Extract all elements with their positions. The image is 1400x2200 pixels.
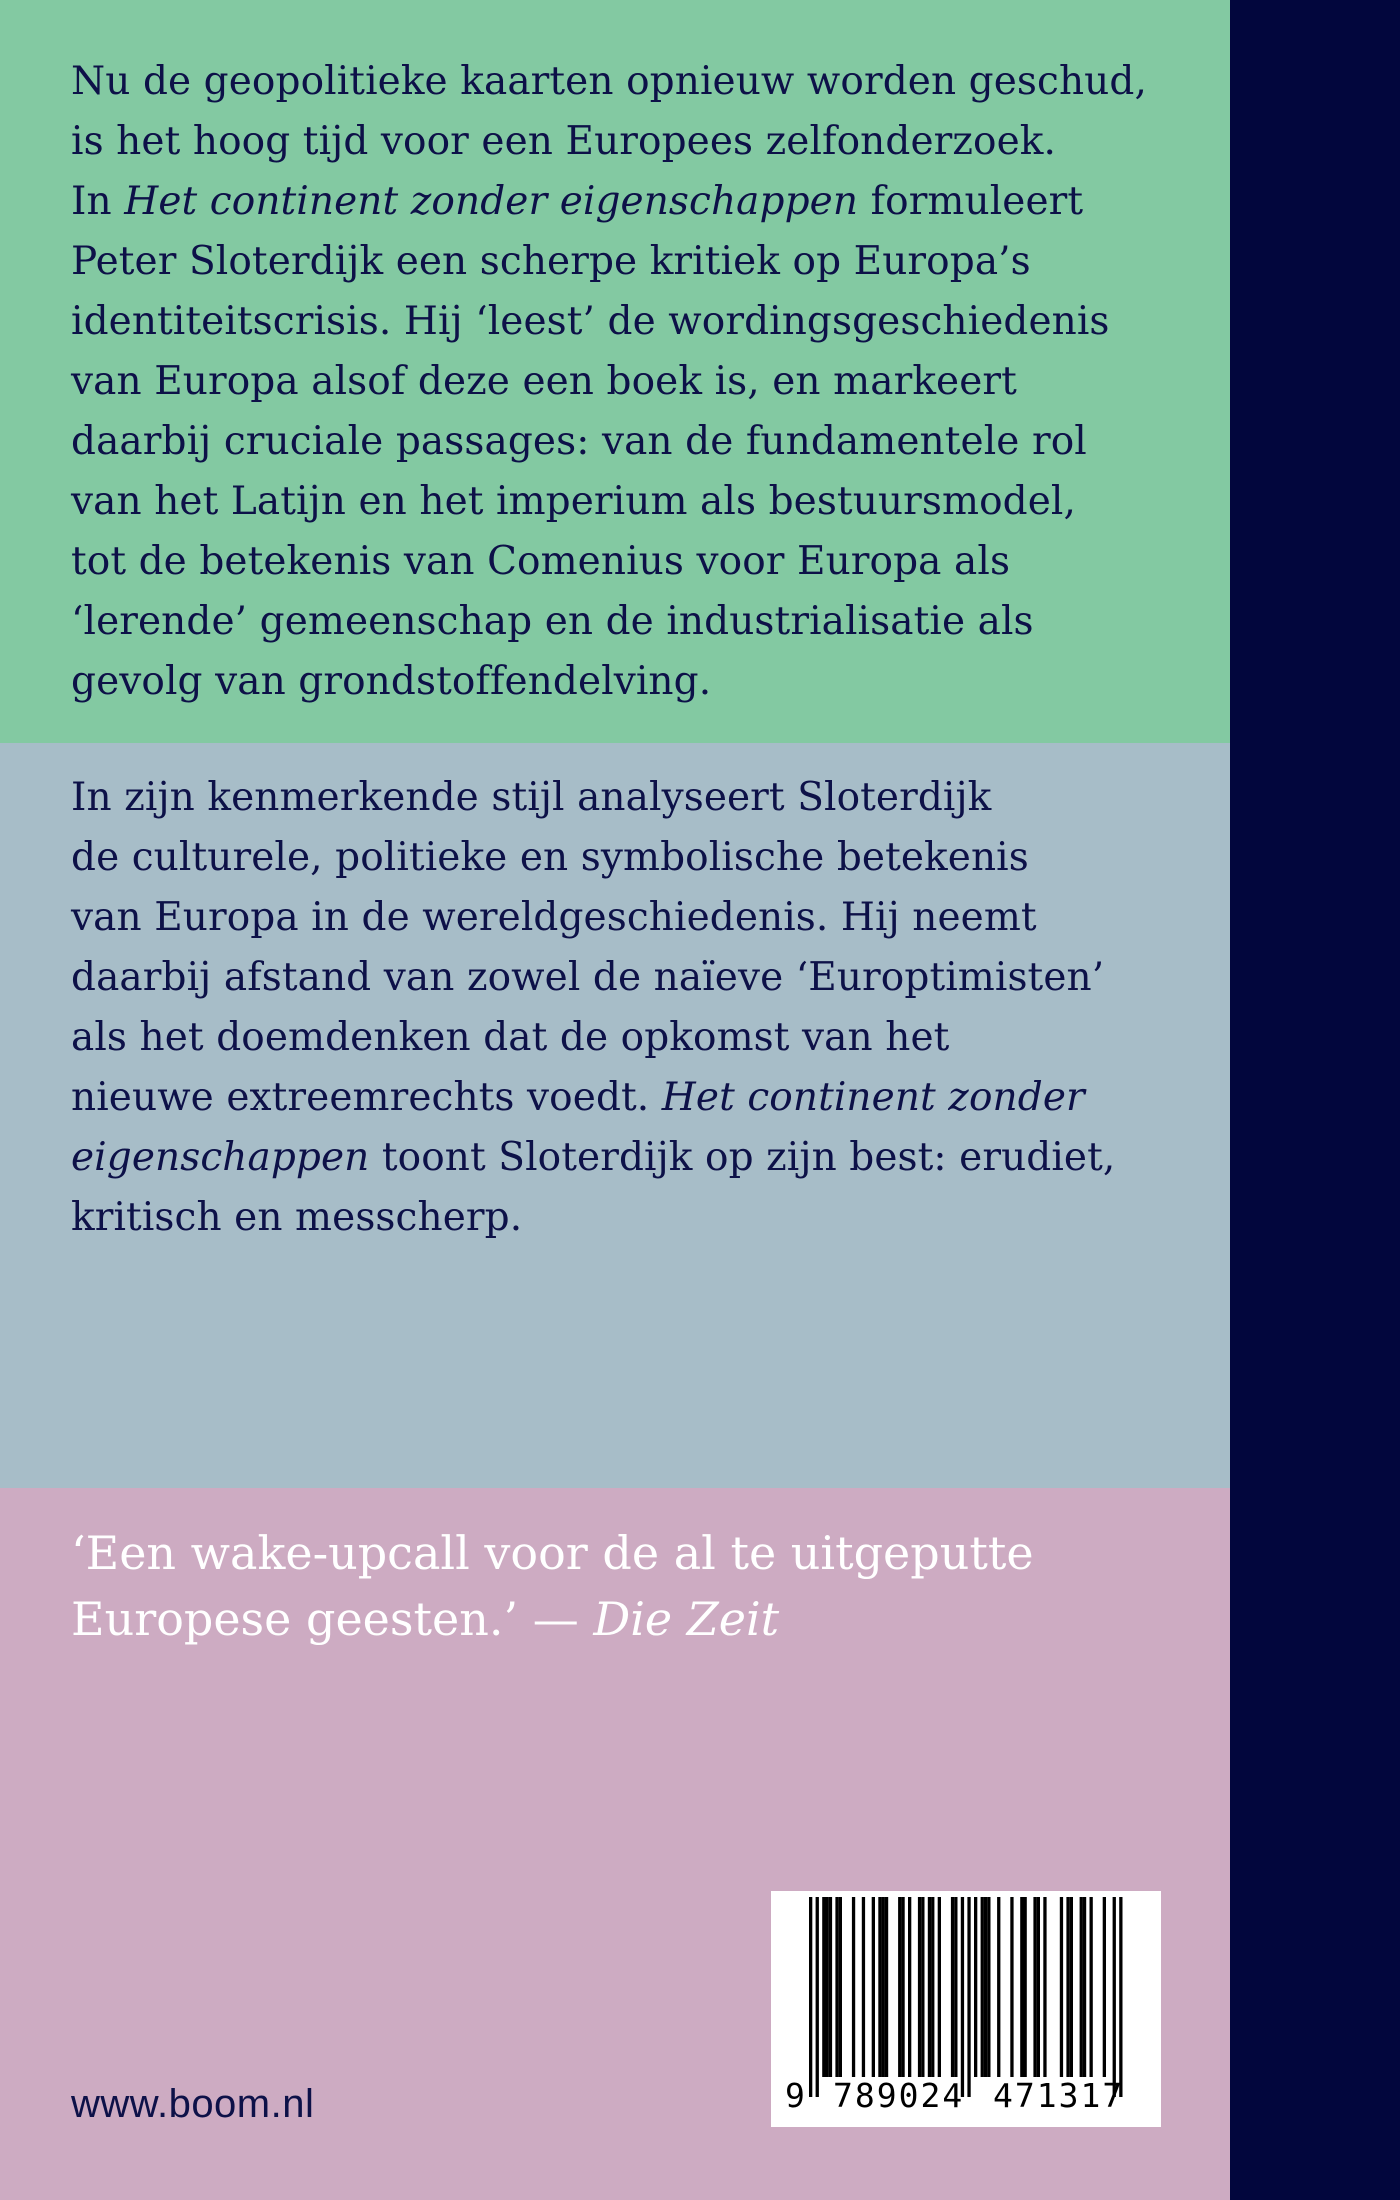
book-spine-edge	[1230, 0, 1400, 2200]
barcode-bar	[1119, 1897, 1122, 2097]
blurb-line: van Europa alsof deze een boek is, en markeert	[71, 359, 1017, 404]
blurb-line: de culturele, politieke en symbolische betekenis	[71, 835, 1029, 880]
barcode-bar	[898, 1897, 901, 2077]
blurb-line: als het doemdenken dat de opkomst van het	[71, 1015, 950, 1060]
press-quote	[71, 1520, 1201, 1652]
barcode-bar	[901, 1897, 904, 2077]
barcode-bar	[872, 1897, 875, 2077]
barcode-bar	[961, 1897, 964, 2097]
barcode-bar	[1020, 1897, 1023, 2077]
blurb-line: In zijn kenmerkende stijl analyseert Sloterdijk	[71, 775, 992, 820]
barcode-left-group: 789024	[833, 2076, 965, 2115]
barcode-bar	[1024, 1897, 1027, 2077]
barcode-bar	[908, 1897, 911, 2077]
blurb-line: eigenschappen toont Sloterdijk op zijn best: erudiet,	[71, 1135, 1116, 1180]
barcode-bar	[829, 1897, 832, 2077]
barcode-bar	[1010, 1897, 1013, 2077]
book-title: Het continent zonder eigenschappen	[124, 179, 859, 224]
blurb-line: is het hoog tijd voor een Europees zelfonderzoek.	[71, 119, 1057, 164]
blurb-line: Nu de geopolitieke kaarten opnieuw worden geschud,	[71, 59, 1147, 104]
barcode-digits	[771, 2071, 1161, 2121]
barcode-bar	[938, 1897, 941, 2077]
barcode-bar	[878, 1897, 881, 2077]
barcode-bar	[1080, 1897, 1083, 2077]
barcode-bar	[852, 1897, 855, 2077]
barcode-bar	[1090, 1897, 1093, 2077]
barcode-bar	[1033, 1897, 1036, 2077]
barcode-bar	[954, 1897, 957, 2077]
barcode-bar	[1066, 1897, 1069, 2077]
blurb-line: van Europa in de wereldgeschiedenis. Hij neemt	[71, 895, 1037, 940]
book-title: eigenschappen	[71, 1135, 370, 1180]
barcode-right-group: 471317	[993, 2076, 1125, 2115]
barcode-bar	[885, 1897, 888, 2077]
barcode-bar	[987, 1897, 990, 2077]
blurb-line: identiteitscrisis. Hij ‘leest’ de wordingsgeschiedenis	[71, 299, 1110, 344]
barcode-bar	[809, 1897, 812, 2097]
barcode-bar	[974, 1897, 977, 2077]
blurb-paragraph-1	[71, 52, 1201, 712]
barcode-bar	[816, 1897, 819, 2097]
blurb-paragraph-2	[71, 768, 1201, 1248]
barcode-bar	[835, 1897, 838, 2077]
blurb-line: tot de betekenis van Comenius voor Europa als	[71, 539, 1011, 584]
blurb-line: van het Latijn en het imperium als bestuursmodel,	[71, 479, 1076, 524]
isbn-barcode	[771, 1891, 1161, 2127]
quote-source: Die Zeit	[593, 1592, 780, 1646]
barcode-bar	[822, 1897, 825, 2077]
barcode-bar	[1037, 1897, 1040, 2077]
blurb-line: daarbij afstand van zowel de naïeve ‘Europtimisten’	[71, 955, 1105, 1000]
barcode-bar	[928, 1897, 931, 2077]
blurb-line: gevolg van grondstoffendelving.	[71, 659, 712, 704]
barcode-bar	[997, 1897, 1000, 2077]
blurb-line: ‘lerende’ gemeenschap en de industrialisatie als	[71, 599, 1034, 644]
barcode-bar	[826, 1897, 829, 2077]
barcode-bar	[981, 1897, 984, 2077]
barcode-bar	[1113, 1897, 1116, 2097]
barcode-bar	[918, 1897, 921, 2077]
barcode-bar	[1060, 1897, 1063, 2077]
quote-line: Europese geesten.’ — Die Zeit	[71, 1592, 780, 1646]
blurb-line: Peter Sloterdijk een scherpe kritiek op Europa’s	[71, 239, 1031, 284]
barcode-bar	[1043, 1897, 1046, 2077]
barcode-bar	[862, 1897, 865, 2077]
blurb-line: daarbij cruciale passages: van de fundamentele rol	[71, 419, 1087, 464]
barcode-bar	[882, 1897, 885, 2077]
barcode-bar	[984, 1897, 987, 2077]
barcode-bar	[839, 1897, 842, 2077]
blurb-line: nieuwe extreemrechts voedt. Het continent zonder	[71, 1075, 1085, 1120]
barcode-bar	[951, 1897, 954, 2077]
publisher-url[interactable]: www.boom.nl	[71, 2082, 315, 2126]
blurb-line: In Het continent zonder eigenschappen formuleert	[71, 179, 1084, 224]
quote-line: ‘Een wake-upcall voor de al te uitgeputte	[71, 1526, 1034, 1580]
barcode-bar	[921, 1897, 924, 2077]
blurb-line: kritisch en messcherp.	[71, 1195, 523, 1240]
barcode-first-digit: 9	[785, 2076, 805, 2115]
book-title: Het continent zonder	[661, 1075, 1085, 1120]
barcode-bar	[931, 1897, 934, 2077]
barcode-bar	[1103, 1897, 1106, 2077]
barcode-bar	[967, 1897, 970, 2097]
barcode-bar	[1070, 1897, 1073, 2077]
barcode-bar	[1083, 1897, 1086, 2077]
